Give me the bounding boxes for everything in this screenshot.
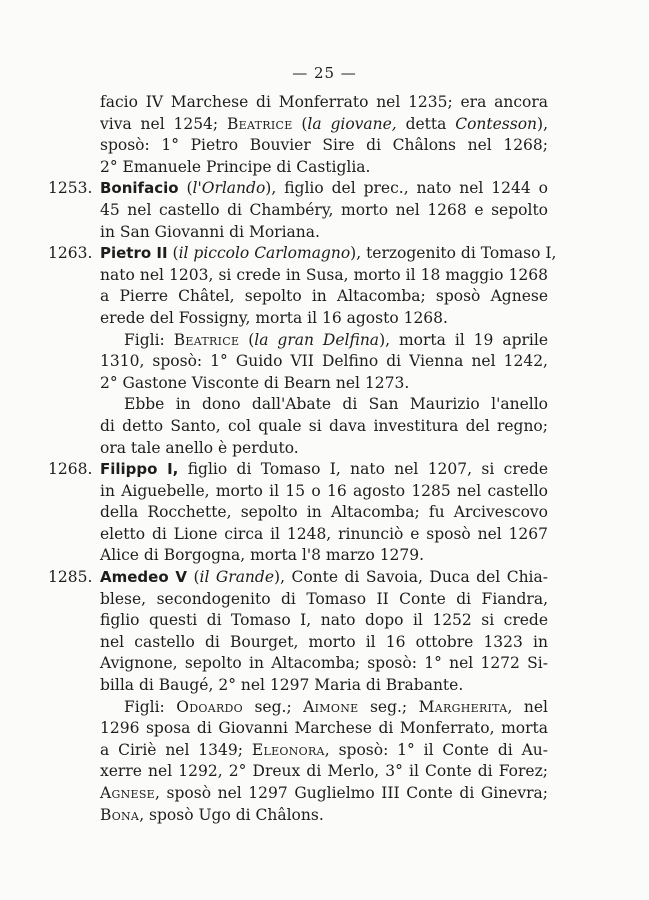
text-run: Avignone, sepolto in Altacomba; sposò: 1° nel 1272 Si- (100, 654, 548, 673)
text-run: sposò: 1° Pietro Bouvier Sire di Châlons nel 1268; (100, 136, 548, 155)
text-run: ), terzogenito di Tomaso I, (350, 244, 557, 263)
text-line (48, 373, 548, 395)
entry-year: 1263. (48, 244, 93, 263)
person-name: Bona (100, 805, 140, 824)
text-run: della Rocchette, sepolto in Altacomba; fu Arcivescovo (100, 503, 548, 522)
text-run: nel castello di Bourget, morto il 16 ottobre 1323 in (100, 632, 548, 651)
text-line (48, 632, 548, 654)
text-run: figlio questi di Tomaso I, nato dopo il 1252 si crede (100, 611, 548, 630)
text-line (48, 481, 548, 503)
text-line (48, 653, 548, 675)
person-name: Eleonora (251, 740, 325, 759)
text-line (48, 718, 548, 740)
text-run: 1296 sposa di Giovanni Marchese di Monferrato, morta (100, 719, 548, 738)
text-run: ( (178, 179, 193, 198)
text-line (48, 157, 548, 179)
text-line (48, 610, 548, 632)
text-run: ( (292, 114, 308, 133)
text-run: eletto di Lione circa il 1248, rinunciò e sposò nel 1267 (100, 524, 548, 543)
text-line (48, 308, 548, 330)
text-run: di detto Santo, col quale si dava investitura del regno; (100, 416, 548, 435)
text-line (48, 222, 548, 244)
page-body (48, 92, 557, 826)
text-run: blese, secondogenito di Tomaso II Conte di Fiandra, (100, 589, 548, 608)
person-name: Agnese (100, 784, 156, 802)
text-run: in Aiguebelle, morto il 15 o 16 agosto 1285 nel castello (100, 481, 548, 500)
text-run: a Pierre Châtel, sepolto in Altacomba; sposò Agnese (100, 287, 548, 306)
text-run: detta (396, 114, 456, 133)
text-run: Figli: (124, 330, 174, 349)
text-run: figlio di Tomaso I, nato nel 1207, si crede (178, 460, 548, 479)
text-line (48, 740, 548, 762)
person-name: Aimone (303, 697, 359, 716)
text-line (48, 351, 548, 373)
text-run: seg.; (358, 697, 419, 716)
entry-year: 1253. (48, 179, 93, 198)
text-run: viva nel 1254; (100, 114, 227, 133)
entry-name: Pietro II (100, 244, 168, 263)
text-run: 45 nel castello di Chambéry, morto nel 1268 e sepolto (100, 200, 548, 219)
text-run: , sposò nel 1297 Guglielmo III Conte di Ginevra; (155, 784, 548, 802)
entry-name: Bonifacio (100, 179, 179, 198)
text-run: Figli: (124, 697, 177, 716)
text-line (48, 243, 557, 265)
person-name: Margherita (418, 697, 508, 716)
text-line (48, 92, 548, 114)
text-run: Alice di Borgogna, morta l'8 marzo 1279. (100, 546, 425, 565)
text-run: ( (167, 244, 179, 263)
entry-name: Amedeo V (100, 568, 187, 587)
epithet: il piccolo Carlomagno (178, 244, 351, 263)
text-run: ), (537, 114, 548, 133)
person-name: Odoardo (176, 697, 243, 716)
text-run: 1310, sposò: 1° Guido VII Delfino di Vienna nel 1242, (100, 352, 548, 371)
text-line (48, 438, 548, 460)
text-run: 2° Emanuele Principe di Castiglia. (100, 157, 371, 176)
text-run: seg.; (242, 697, 304, 716)
text-line (48, 114, 548, 136)
text-line (48, 502, 548, 524)
text-run: xerre nel 1292, 2° Dreux di Merlo, 3° il Conte di Forez; (100, 762, 548, 781)
text-run: ( (239, 330, 255, 349)
text-run: a Ciriè nel 1349; (100, 740, 252, 759)
entry-year: 1268. (48, 460, 93, 479)
page-number: — 25 — (292, 64, 357, 82)
text-line (48, 286, 548, 308)
text-line (48, 783, 548, 805)
text-line (48, 567, 548, 589)
text-line (48, 200, 548, 222)
text-line (48, 265, 548, 287)
text-line (48, 675, 548, 697)
text-run: 2° Gastone Visconte di Bearn nel 1273. (100, 373, 410, 392)
entry-name: Filippo I, (100, 460, 179, 479)
person-name: Beatrice (226, 114, 293, 133)
epithet: la gran Delfina (254, 330, 380, 349)
text-line (48, 416, 548, 438)
epithet: Contesson (455, 114, 538, 133)
text-run: ( (187, 568, 200, 587)
text-run: ora tale anello è perduto. (100, 438, 299, 457)
text-run: Ebbe in dono dall'Abate di San Maurizio l'anello (124, 395, 548, 414)
text-run: , nel (507, 697, 548, 716)
text-run: billa di Baugé, 2° nel 1297 Maria di Brabante. (100, 676, 464, 695)
text-line (48, 697, 548, 719)
text-run: ), figlio del prec., nato nel 1244 o (265, 179, 548, 198)
epithet: la giovane, (307, 114, 397, 133)
text-line (48, 330, 548, 352)
text-run: , sposò: 1° il Conte di Au- (324, 740, 548, 759)
text-run: , sposò Ugo di Châlons. (139, 805, 324, 824)
text-run: in San Giovanni di Moriana. (100, 222, 320, 241)
person-name: Beatrice (173, 330, 240, 349)
text-line (48, 135, 548, 157)
text-run: facio IV Marchese di Monferrato nel 1235; era ancora (100, 93, 548, 111)
text-run: ), morta il 19 aprile (379, 330, 549, 349)
text-line (48, 761, 548, 783)
epithet: il Grande (199, 568, 275, 587)
text-run: nato nel 1203, si crede in Susa, morto il 18 maggio 1268 (100, 265, 548, 284)
text-run: ), Conte di Savoia, Duca del Chia- (274, 568, 548, 587)
text-line (48, 178, 548, 200)
text-line (48, 394, 548, 416)
epithet: l'Orlando (192, 179, 266, 198)
text-line (48, 805, 548, 827)
text-line (48, 545, 548, 567)
text-line (48, 459, 548, 481)
entry-year: 1285. (48, 568, 93, 587)
text-line (48, 589, 548, 611)
text-run: erede del Fossigny, morta il 16 agosto 1268. (100, 308, 448, 327)
text-line (48, 524, 548, 546)
